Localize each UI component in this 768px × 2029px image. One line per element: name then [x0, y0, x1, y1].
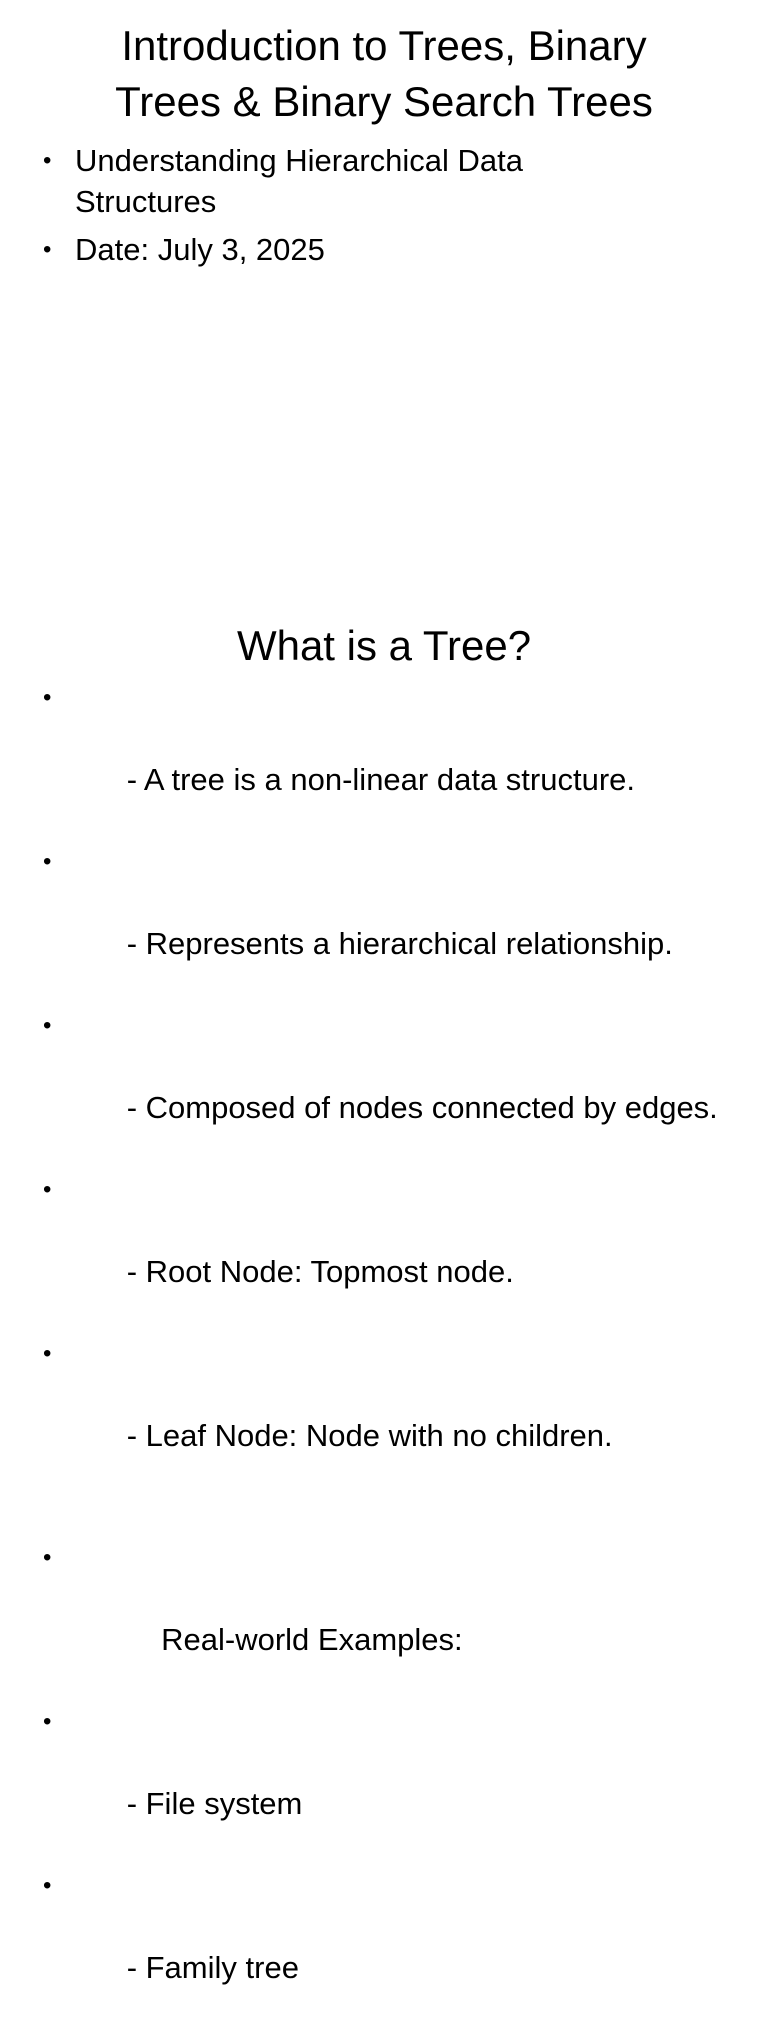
slide-what-is-a-tree — [0, 600, 768, 1985]
bullet-dot-icon: • — [43, 1708, 52, 1735]
bullet-text: - File system — [126, 1786, 303, 1821]
bullet-dot-icon: • — [43, 147, 52, 174]
bullet-list — [0, 140, 640, 277]
bullet-item — [0, 1701, 768, 1865]
bullet-text: - Leaf Node: Node with no children. — [126, 1418, 613, 1453]
slide-title: What is a Tree? — [236, 622, 532, 669]
bullet-text: - Composed of nodes connected by edges. — [126, 1090, 718, 1125]
bullet-text: - Represents a hierarchical relationship. — [126, 926, 673, 961]
bullet-item — [0, 677, 768, 841]
bullet-dot-icon: • — [43, 1012, 52, 1039]
bullet-item — [0, 229, 640, 270]
bullet-item — [0, 1005, 768, 1169]
slide-title — [0, 18, 768, 130]
bullet-list — [0, 677, 768, 2029]
slide-title-page — [0, 0, 768, 600]
bullet-dot-icon: • — [43, 1544, 52, 1571]
bullet-dot-icon: • — [43, 684, 52, 711]
bullet-item — [0, 841, 768, 1005]
bullet-item — [0, 140, 640, 222]
title-line-1: Introduction to Trees, Binary — [121, 22, 647, 69]
bullet-item — [0, 1865, 768, 2029]
bullet-text: Date: July 3, 2025 — [75, 232, 325, 267]
bullet-text: Real-world Examples: — [126, 1622, 463, 1657]
bullet-dot-icon: • — [43, 848, 52, 875]
bullet-text: - A tree is a non-linear data structure. — [126, 762, 636, 797]
bullet-dot-icon: • — [43, 1340, 52, 1367]
bullet-item — [0, 1333, 768, 1497]
bullet-text: Understanding Hierarchical Data Structures — [75, 143, 524, 219]
bullet-dot-icon: • — [43, 236, 52, 263]
bullet-item — [0, 1537, 768, 1701]
bullet-dot-icon: • — [43, 1872, 52, 1899]
bullet-dot-icon: • — [43, 1176, 52, 1203]
bullet-item — [0, 1169, 768, 1333]
bullet-text: - Root Node: Topmost node. — [126, 1254, 514, 1289]
bullet-text: - Family tree — [126, 1950, 299, 1985]
title-line-2: Trees & Binary Search Trees — [115, 78, 653, 125]
